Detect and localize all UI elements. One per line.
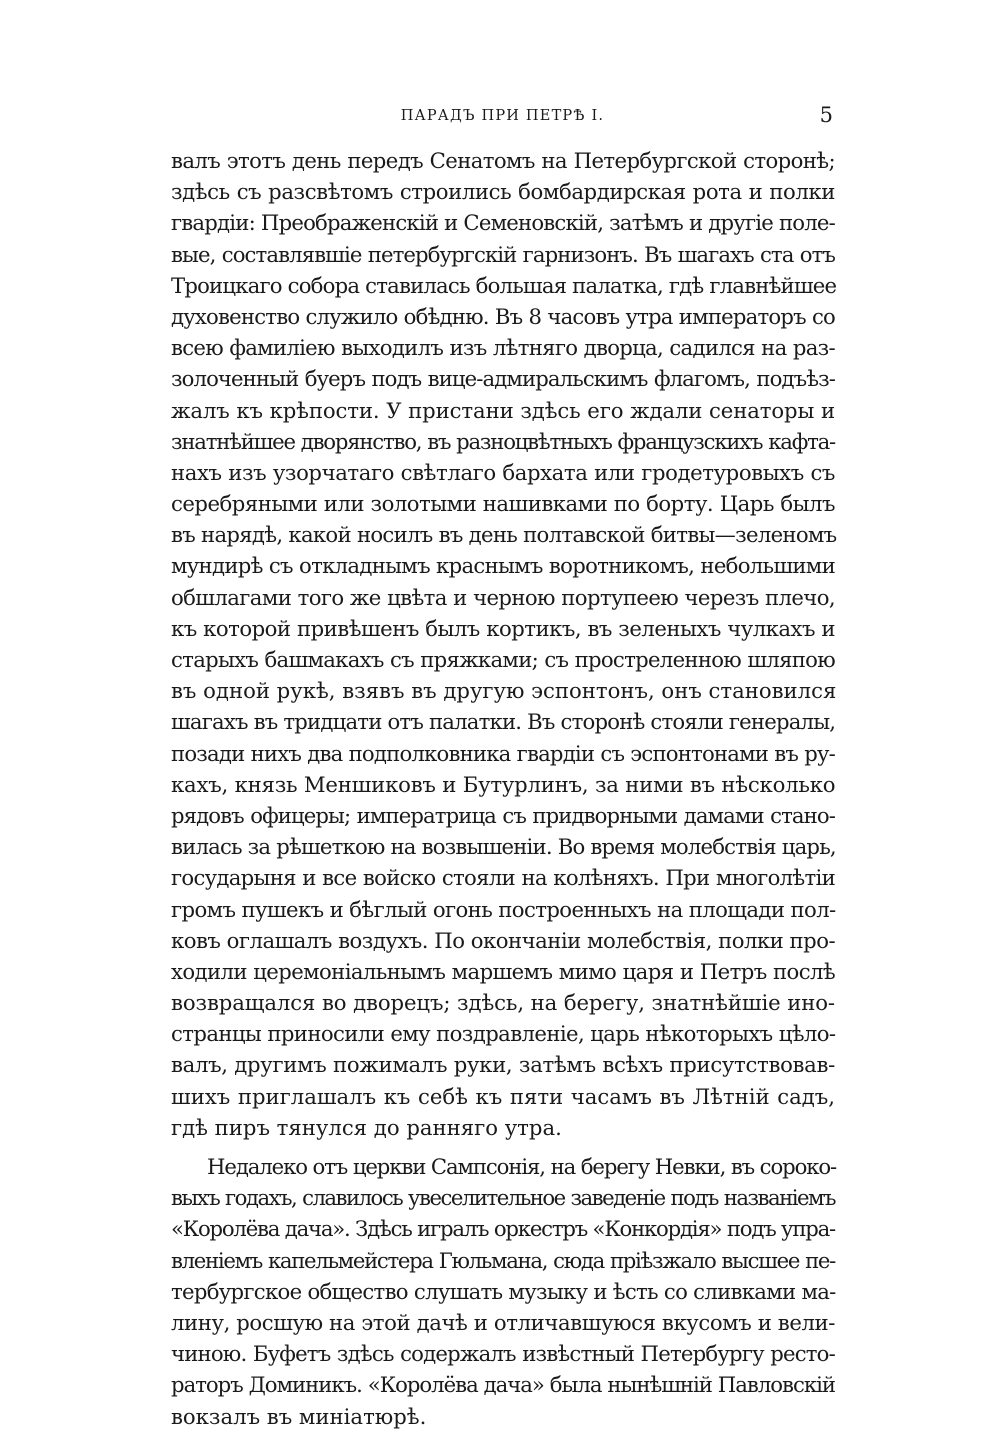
text-line: золоченный буеръ подъ вице-адмиральскимъ флагомъ, подъѣз-	[171, 366, 835, 392]
text-line: возвращался во дворецъ; здѣсь, на берегу, знатнѣйшіе ино-	[171, 990, 835, 1016]
text-line: чиною. Буфетъ здѣсь содержалъ извѣстный Петербургу ресто-	[171, 1341, 835, 1367]
text-line: Недалеко отъ церкви Сампсонія, на берегу Невки, въ сороко-	[207, 1154, 837, 1179]
text-line: лину, росшую на этой дачѣ и отличавшуюся вкусомъ и вели-	[171, 1309, 835, 1335]
running-header	[170, 104, 835, 134]
page-number: 5	[819, 103, 833, 127]
text-line: въ одной рукѣ, взявъ въ другую эспонтонъ, онъ становился	[171, 678, 837, 704]
text-line: ковъ оглашалъ воздухъ. По окончаніи молебствія, полки про-	[171, 927, 836, 953]
text-line: вилась за рѣшеткою на возвышеніи. Во время молебствія царь,	[171, 834, 836, 860]
text-line: «Королёва дача». Здѣсь игралъ оркестръ «Конкордія» подъ упра-	[171, 1216, 835, 1242]
text-line: громъ пушекъ и бѣглый огонь построенныхъ на площади пол-	[171, 896, 836, 922]
text-line: нахъ изъ узорчатаго свѣтлаго бархата или гродетуровыхъ съ	[171, 459, 835, 485]
running-title: ПАРАДЪ ПРИ ПЕТРѢ I.	[400, 108, 605, 124]
text-line: мундирѣ съ откладнымъ краснымъ воротникомъ, небольшими	[171, 553, 835, 579]
text-line: знатнѣйшее дворянство, въ разноцвѣтныхъ французскихъ кафта-	[171, 428, 835, 454]
text-line: серебряными или золотыми нашивками по борту. Царь былъ	[171, 491, 835, 517]
text-line: валъ этотъ день передъ Сенатомъ на Петербургской сторонѣ;	[171, 148, 835, 173]
paragraph-gap	[171, 1143, 835, 1151]
text-line: странцы приносили ему поздравленіе, царь нѣкоторыхъ цѣло-	[171, 1021, 836, 1047]
paragraph	[171, 145, 835, 1143]
text-line: вленіемъ капельмейстера Гюльмана, сюда пріѣзжало высшее пе-	[171, 1247, 835, 1273]
text-line: духовенство служило обѣдню. Въ 8 часовъ утра императоръ со	[171, 303, 835, 329]
text-line: гдѣ пиръ тянулся до ранняго утра.	[171, 1114, 562, 1140]
text-line: ходили церемоніальнымъ маршемъ мимо царя и Петръ послѣ	[171, 958, 835, 984]
text-line: тербургское общество слушать музыку и ѣсть со сливками ма-	[171, 1278, 836, 1304]
text-line: здѣсь съ разсвѣтомъ строились бомбардирская рота и полки	[171, 179, 835, 205]
text-line: позади нихъ два подполковника гвардіи съ эспонтонами въ ру-	[171, 740, 835, 766]
text-line: шихъ приглашалъ къ себѣ къ пяти часамъ въ Лѣтній садъ,	[171, 1083, 835, 1109]
text-line: Троицкаго собора ставилась большая палатка, гдѣ главнѣйшее	[171, 272, 837, 298]
text-line: государыня и все войско стояли на колѣняхъ. При многолѣтіи	[171, 865, 835, 891]
body-text	[171, 145, 835, 1432]
text-line: жалъ къ крѣпости. У пристани здѣсь его ждали сенаторы и	[171, 397, 835, 423]
text-line: къ которой привѣшенъ былъ кортикъ, въ зеленыхъ чулкахъ и	[171, 615, 835, 641]
text-line: вокзалъ въ миніатюрѣ.	[171, 1403, 427, 1429]
text-line: раторъ Доминикъ. «Королёва дача» была нынѣшній Павловскій	[171, 1372, 835, 1398]
text-line: вые, составлявшіе петербургскій гарнизонъ. Въ шагахъ ста отъ	[171, 241, 835, 267]
text-line: обшлагами того же цвѣта и черною портупеею черезъ плечо,	[171, 584, 835, 610]
text-line: выхъ годахъ, славилось увеселительное заведеніе подъ названіемъ	[171, 1185, 835, 1211]
text-line: шагахъ въ тридцати отъ палатки. Въ сторонѣ стояли генералы,	[171, 709, 836, 735]
text-line: валъ, другимъ пожималъ руки, затѣмъ всѣхъ присутствовав-	[171, 1052, 835, 1078]
text-line: кахъ, князь Меншиковъ и Бутурлинъ, за ними въ нѣсколько	[171, 771, 836, 797]
text-line: старыхъ башмакахъ съ пряжками; съ простреленною шляпою	[171, 647, 835, 672]
text-line: въ нарядѣ, какой носилъ въ день полтавской битвы—зеленомъ	[171, 522, 837, 548]
text-line: всею фамиліею выходилъ изъ лѣтняго дворца, садился на раз-	[171, 335, 835, 361]
text-line: рядовъ офицеры; императрица съ придворными дамами стано-	[171, 802, 835, 828]
paragraph	[171, 1151, 835, 1432]
text-line: гвардіи: Преображенскій и Семеновскій, затѣмъ и другіе поле-	[171, 210, 835, 236]
